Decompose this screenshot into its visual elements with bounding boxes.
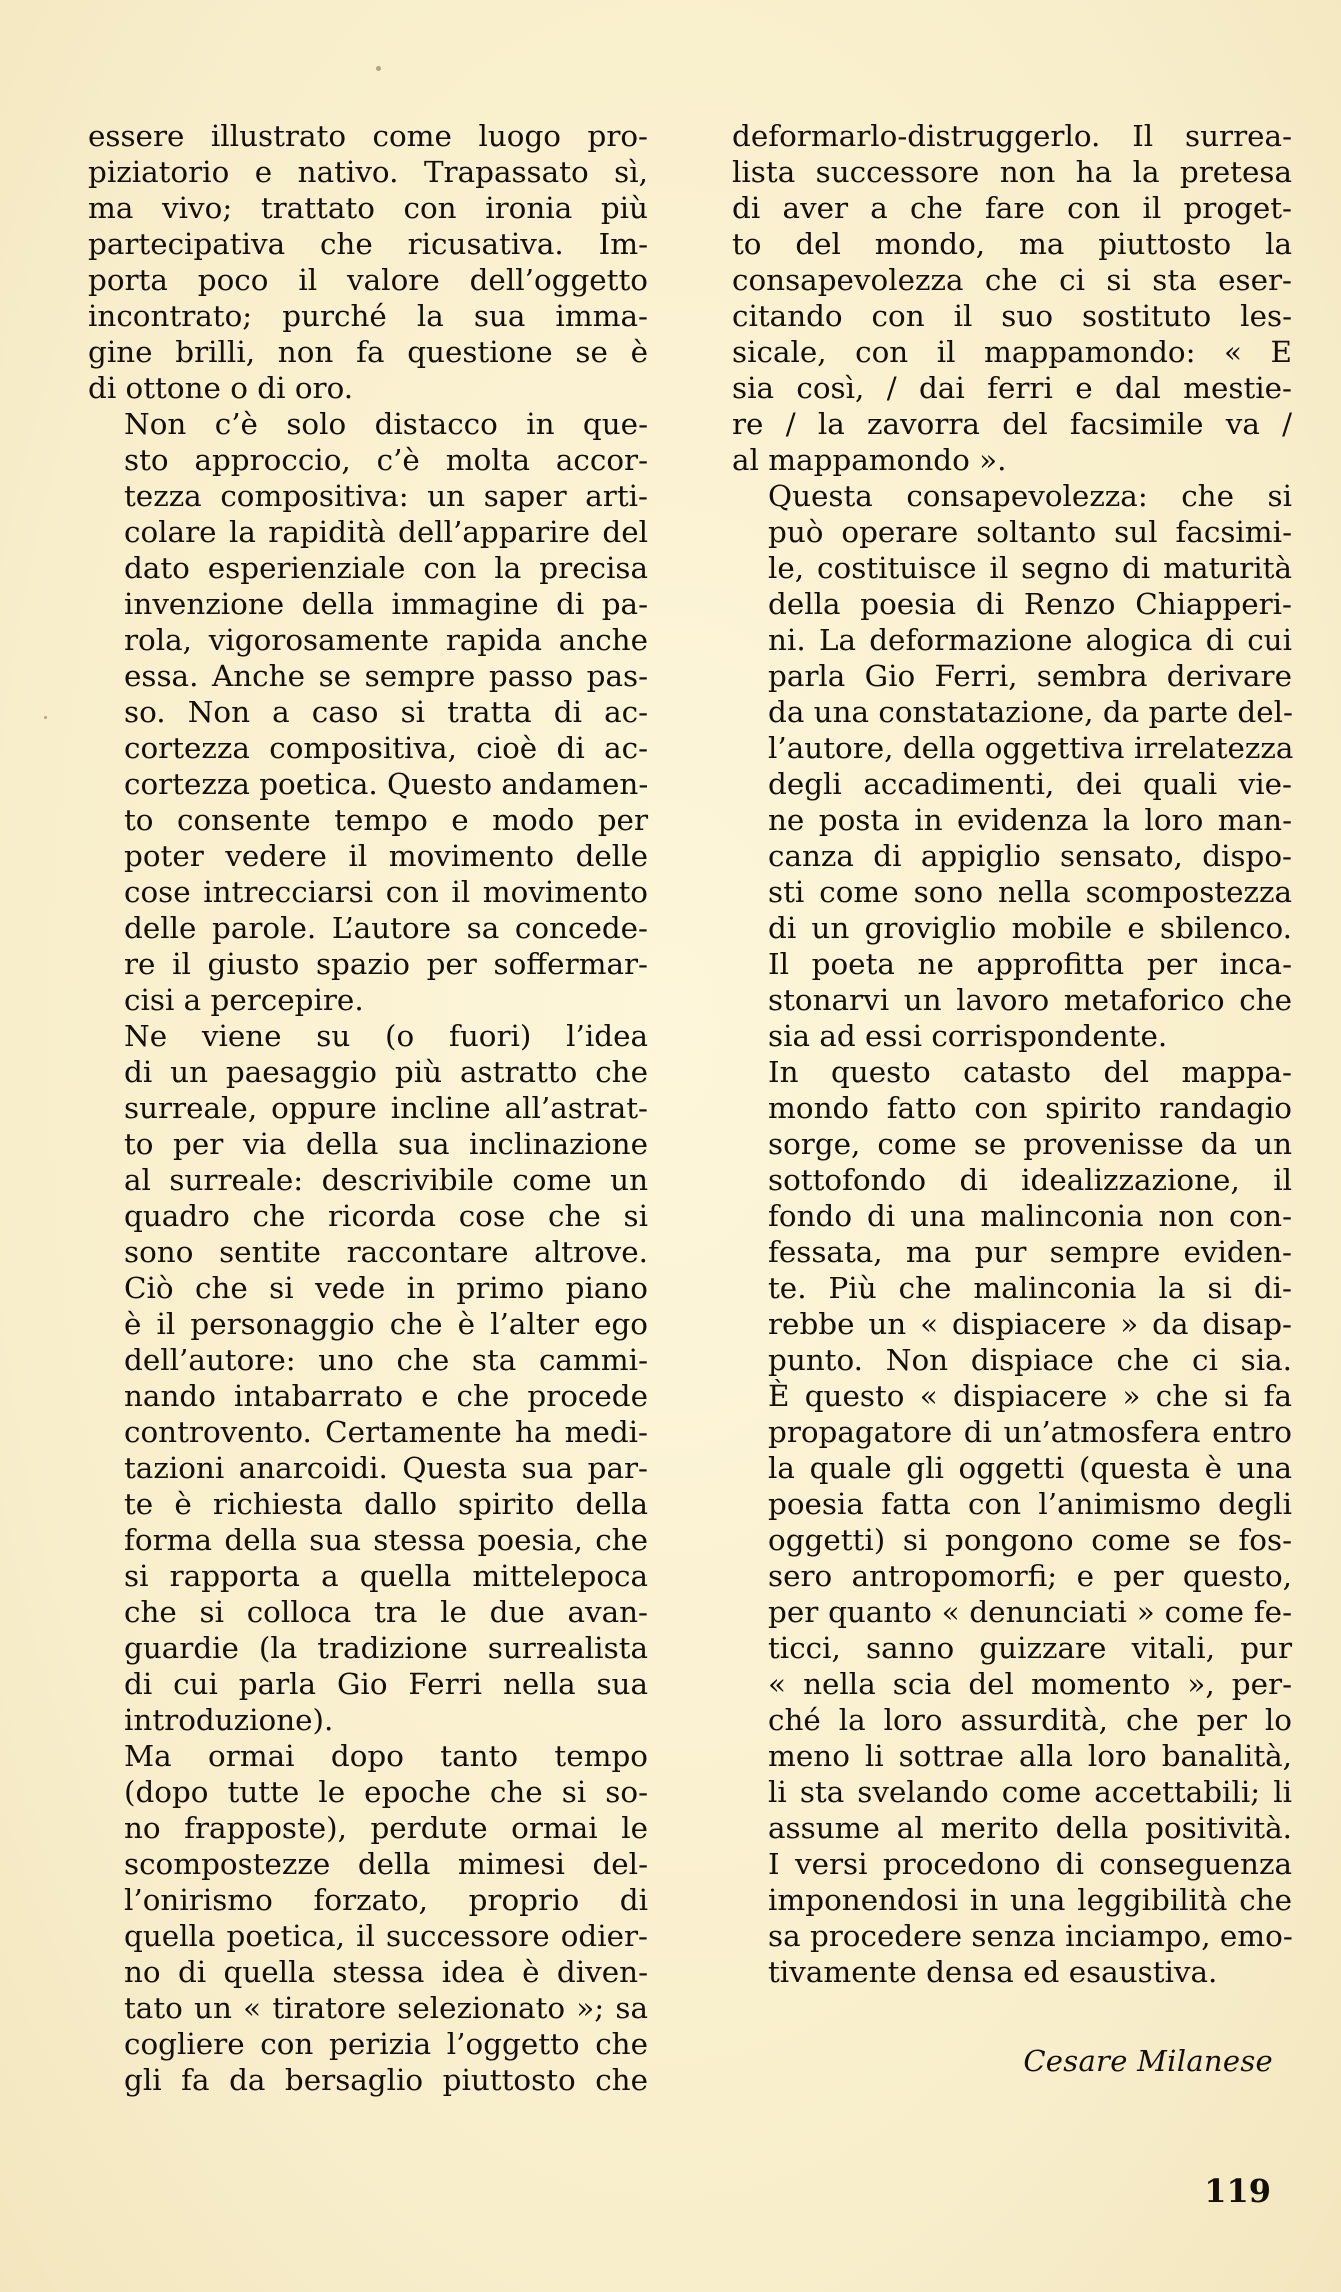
text-line: to consente tempo e modo per [124, 803, 648, 837]
text-line: surreale, oppure incline all’astrat- [124, 1091, 648, 1125]
text-line: tazioni anarcoidi. Questa sua par- [124, 1451, 648, 1485]
text-line: Il poeta ne approfitta per inca- [768, 947, 1292, 981]
text-line: no frapposte), perdute ormai le [124, 1811, 648, 1845]
text-line: porta poco il valore dell’oggetto [88, 263, 648, 297]
text-line: quadro che ricorda cose che si [124, 1199, 648, 1233]
text-line: cortezza poetica. Questo andamen- [124, 767, 649, 801]
text-line: degli accadimenti, dei quali vie- [768, 767, 1292, 801]
text-line: sero antropomorfi; e per questo, [768, 1559, 1292, 1593]
text-line: Ma ormai dopo tanto tempo [124, 1739, 648, 1773]
text-line: forma della sua stessa poesia, che [124, 1523, 648, 1557]
text-line: che si colloca tra le due avan- [124, 1595, 648, 1629]
text-line: si rapporta a quella mittelepoca [124, 1559, 648, 1593]
text-line: ticci, sanno guizzare vitali, pur [768, 1631, 1292, 1665]
paper-speck [376, 66, 381, 71]
text-line: ché la loro assurdità, che per lo [768, 1703, 1292, 1737]
author-signature: Cesare Milanese [1023, 2044, 1273, 2078]
paragraph [732, 1054, 1292, 1990]
page-number: 119 [1204, 2172, 1271, 2210]
text-line: l’autore, della oggettiva irrelatezza [768, 731, 1294, 765]
text-line: sono sentite raccontare altrove. [124, 1235, 648, 1269]
text-line: consapevolezza che ci si sta eser- [732, 263, 1292, 297]
text-line: imponendosi in una leggibilità che [768, 1883, 1292, 1917]
text-line: ni. La deformazione alogica di cui [768, 623, 1292, 657]
paragraph [88, 118, 648, 406]
text-line: invenzione della immagine di pa- [124, 587, 648, 621]
text-line: nando intabarrato e che procede [124, 1379, 648, 1413]
text-line: li sta svelando come accettabili; li [768, 1775, 1292, 1809]
text-line: di un groviglio mobile e sbilenco. [768, 911, 1292, 945]
text-line: canza di appiglio sensato, dispo- [768, 839, 1292, 873]
text-line: colare la rapidità dell’apparire del [124, 515, 648, 549]
text-line: per quanto « denunciati » come fe- [768, 1595, 1292, 1629]
paragraph [88, 1018, 648, 1738]
text-line: deformarlo-distruggerlo. Il surrea- [732, 119, 1292, 153]
text-line: poter vedere il movimento delle [124, 839, 648, 873]
text-line: propagatore di un’atmosfera entro [768, 1415, 1292, 1449]
text-line: sa procedere senza inciampo, emo- [768, 1919, 1293, 1953]
text-line: parla Gio Ferri, sembra derivare [768, 659, 1292, 693]
paragraph [732, 118, 1292, 478]
text-line: Ne viene su (o fuori) l’idea [124, 1019, 648, 1053]
text-line: citando con il suo sostituto les- [732, 299, 1292, 333]
text-line: della poesia di Renzo Chiapperi- [768, 587, 1292, 621]
text-line: assume al merito della positività. [768, 1811, 1292, 1845]
text-line: « nella scia del momento », per- [768, 1667, 1292, 1701]
text-line: ma vivo; trattato con ironia più [88, 191, 648, 225]
text-line: fessata, ma pur sempre eviden- [768, 1235, 1292, 1269]
text-line: gli fa da bersaglio piuttosto che [124, 2063, 648, 2097]
text-line: rola, vigorosamente rapida anche [124, 623, 648, 657]
text-line: cogliere con perizia l’oggetto che [124, 2027, 648, 2061]
text-line: al surreale: descrivibile come un [124, 1163, 648, 1197]
text-line: la quale gli oggetti (questa è una [768, 1451, 1292, 1485]
paragraph [732, 478, 1292, 1054]
text-line: essa. Anche se sempre passo pas- [124, 659, 648, 693]
text-line: I versi procedono di conseguenza [768, 1847, 1292, 1881]
text-line: Ciò che si vede in primo piano [124, 1271, 648, 1305]
text-line: stonarvi un lavoro metaforico che [768, 983, 1292, 1017]
text-line: mondo fatto con spirito randagio [768, 1091, 1292, 1125]
text-line: sicale, con il mappamondo: « E [732, 335, 1292, 369]
text-line: È questo « dispiacere » che si fa [768, 1379, 1292, 1413]
text-line: gine brilli, non fa questione se è [88, 335, 648, 369]
text-line: rebbe un « dispiacere » da disap- [768, 1307, 1292, 1341]
text-line: controvento. Certamente ha medi- [124, 1415, 648, 1449]
text-line: di ottone o di oro. [88, 371, 354, 405]
text-line: l’onirismo forzato, proprio di [124, 1883, 648, 1917]
text-line: (dopo tutte le epoche che si so- [124, 1775, 648, 1809]
text-line: sottofondo di idealizzazione, il [768, 1163, 1292, 1197]
text-line: può operare soltanto sul facsimi- [768, 515, 1292, 549]
text-line: Questa consapevolezza: che si [768, 479, 1292, 513]
text-line: tezza compositiva: un saper arti- [124, 479, 648, 513]
text-line: al mappamondo ». [732, 443, 1007, 477]
text-line: In questo catasto del mappa- [768, 1055, 1292, 1089]
text-line: to del mondo, ma piuttosto la [732, 227, 1292, 261]
text-line: introduzione). [124, 1703, 334, 1737]
paragraph [88, 1738, 648, 2098]
text-line: le, costituisce il segno di maturità [768, 551, 1292, 585]
text-line: partecipativa che ricusativa. Im- [88, 227, 648, 261]
text-line: è il personaggio che è l’alter ego [124, 1307, 648, 1341]
text-line: lista successore non ha la pretesa [732, 155, 1292, 189]
text-line: piziatorio e nativo. Trapassato sì, [88, 155, 648, 189]
text-line: so. Non a caso si tratta di ac- [124, 695, 648, 729]
text-line: no di quella stessa idea è diven- [124, 1955, 648, 1989]
text-line: da una constatazione, da parte del- [768, 695, 1293, 729]
text-line: punto. Non dispiace che ci sia. [768, 1343, 1292, 1377]
paper-speck [44, 716, 47, 719]
text-line: quella poetica, il successore odier- [124, 1919, 648, 1953]
text-line: di aver a che fare con il proget- [732, 191, 1292, 225]
text-line: guardie (la tradizione surrealista [124, 1631, 648, 1665]
text-line: essere illustrato come luogo pro- [88, 119, 648, 153]
text-line: poesia fatta con l’animismo degli [768, 1487, 1292, 1521]
text-line: incontrato; purché la sua imma- [88, 299, 648, 333]
text-line: di un paesaggio più astratto che [124, 1055, 648, 1089]
text-line: sti come sono nella scompostezza [768, 875, 1292, 909]
text-line: oggetti) si pongono come se fos- [768, 1523, 1292, 1557]
text-line: re il giusto spazio per soffermar- [124, 947, 648, 981]
text-line: scompostezze della mimesi del- [124, 1847, 648, 1881]
text-line: tato un « tiratore selezionato »; sa [124, 1991, 648, 2025]
text-line: sto approccio, c’è molta accor- [124, 443, 648, 477]
text-line: cose intrecciarsi con il movimento [124, 875, 648, 909]
text-line: sorge, come se provenisse da un [768, 1127, 1292, 1161]
text-line: dato esperienziale con la precisa [124, 551, 648, 585]
text-line: sia così, / dai ferri e dal mestie- [732, 371, 1292, 405]
text-line: te. Più che malinconia la si di- [768, 1271, 1292, 1305]
text-line: re / la zavorra del facsimile va / [732, 407, 1292, 441]
right-column [732, 118, 1292, 1990]
text-line: cortezza compositiva, cioè di ac- [124, 731, 648, 765]
paragraph [88, 406, 648, 1018]
text-line: ne posta in evidenza la loro man- [768, 803, 1292, 837]
text-line: Non c’è solo distacco in que- [124, 407, 648, 441]
text-line: di cui parla Gio Ferri nella sua [124, 1667, 648, 1701]
text-line: delle parole. L’autore sa concede- [124, 911, 648, 945]
text-line: fondo di una malinconia non con- [768, 1199, 1292, 1233]
text-line: to per via della sua inclinazione [124, 1127, 648, 1161]
left-column [88, 118, 648, 2098]
text-line: meno li sottrae alla loro banalità, [768, 1739, 1292, 1773]
text-line: cisi a percepire. [124, 983, 364, 1017]
text-line: dell’autore: uno che sta cammi- [124, 1343, 648, 1377]
text-line: te è richiesta dallo spirito della [124, 1487, 648, 1521]
text-line: tivamente densa ed esaustiva. [768, 1955, 1218, 1989]
text-line: sia ad essi corrispondente. [768, 1019, 1168, 1053]
